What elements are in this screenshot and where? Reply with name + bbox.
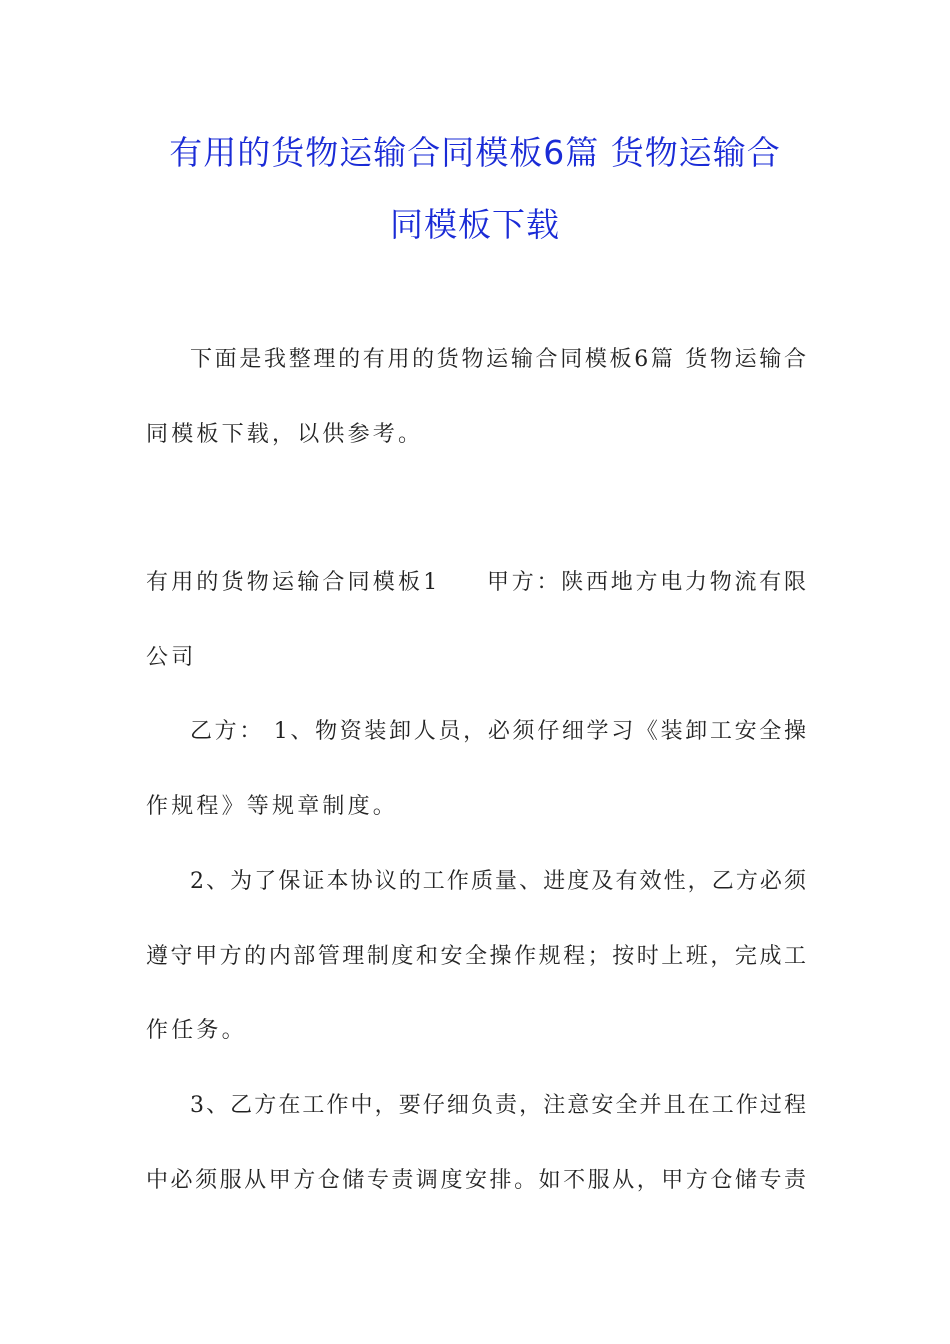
document-title-line-2: 同模板下载 — [390, 205, 560, 244]
clause-2-line-3: 作任务。 — [146, 1018, 247, 1043]
clause-3-line-2: 中必须服从甲方仓储专责调度安排。如不服从，甲方仓储专责 — [146, 1168, 806, 1193]
clause-2-line-2: 遵守甲方的内部管理制度和安全操作规程；按时上班，完成工 — [146, 944, 806, 969]
intro-line-2: 同模板下载，以供参考。 — [146, 422, 424, 447]
clause-2-line-1: 2、为了保证本协议的工作质量、进度及有效性，乙方必须 — [190, 869, 806, 894]
clause-1-line-1: 乙方： 1、物资装卸人员，必须仔细学习《装卸工安全操 — [190, 719, 806, 744]
party-a-label: 甲方：陕西地方电力物流有限 — [487, 570, 806, 595]
clause-3-line-1: 3、乙方在工作中，要仔细负责，注意安全并且在工作过程 — [190, 1093, 806, 1118]
party-a-line-2: 公司 — [146, 645, 197, 670]
clause-1-line-2: 作规程》等规章制度。 — [146, 794, 399, 819]
contract-heading: 有用的货物运输合同模板1 — [146, 570, 441, 595]
document-title-line-1: 有用的货物运输合同模板6篇 货物运输合 — [169, 133, 781, 172]
intro-line-1: 下面是我整理的有用的货物运输合同模板6篇 货物运输合 — [190, 347, 806, 372]
